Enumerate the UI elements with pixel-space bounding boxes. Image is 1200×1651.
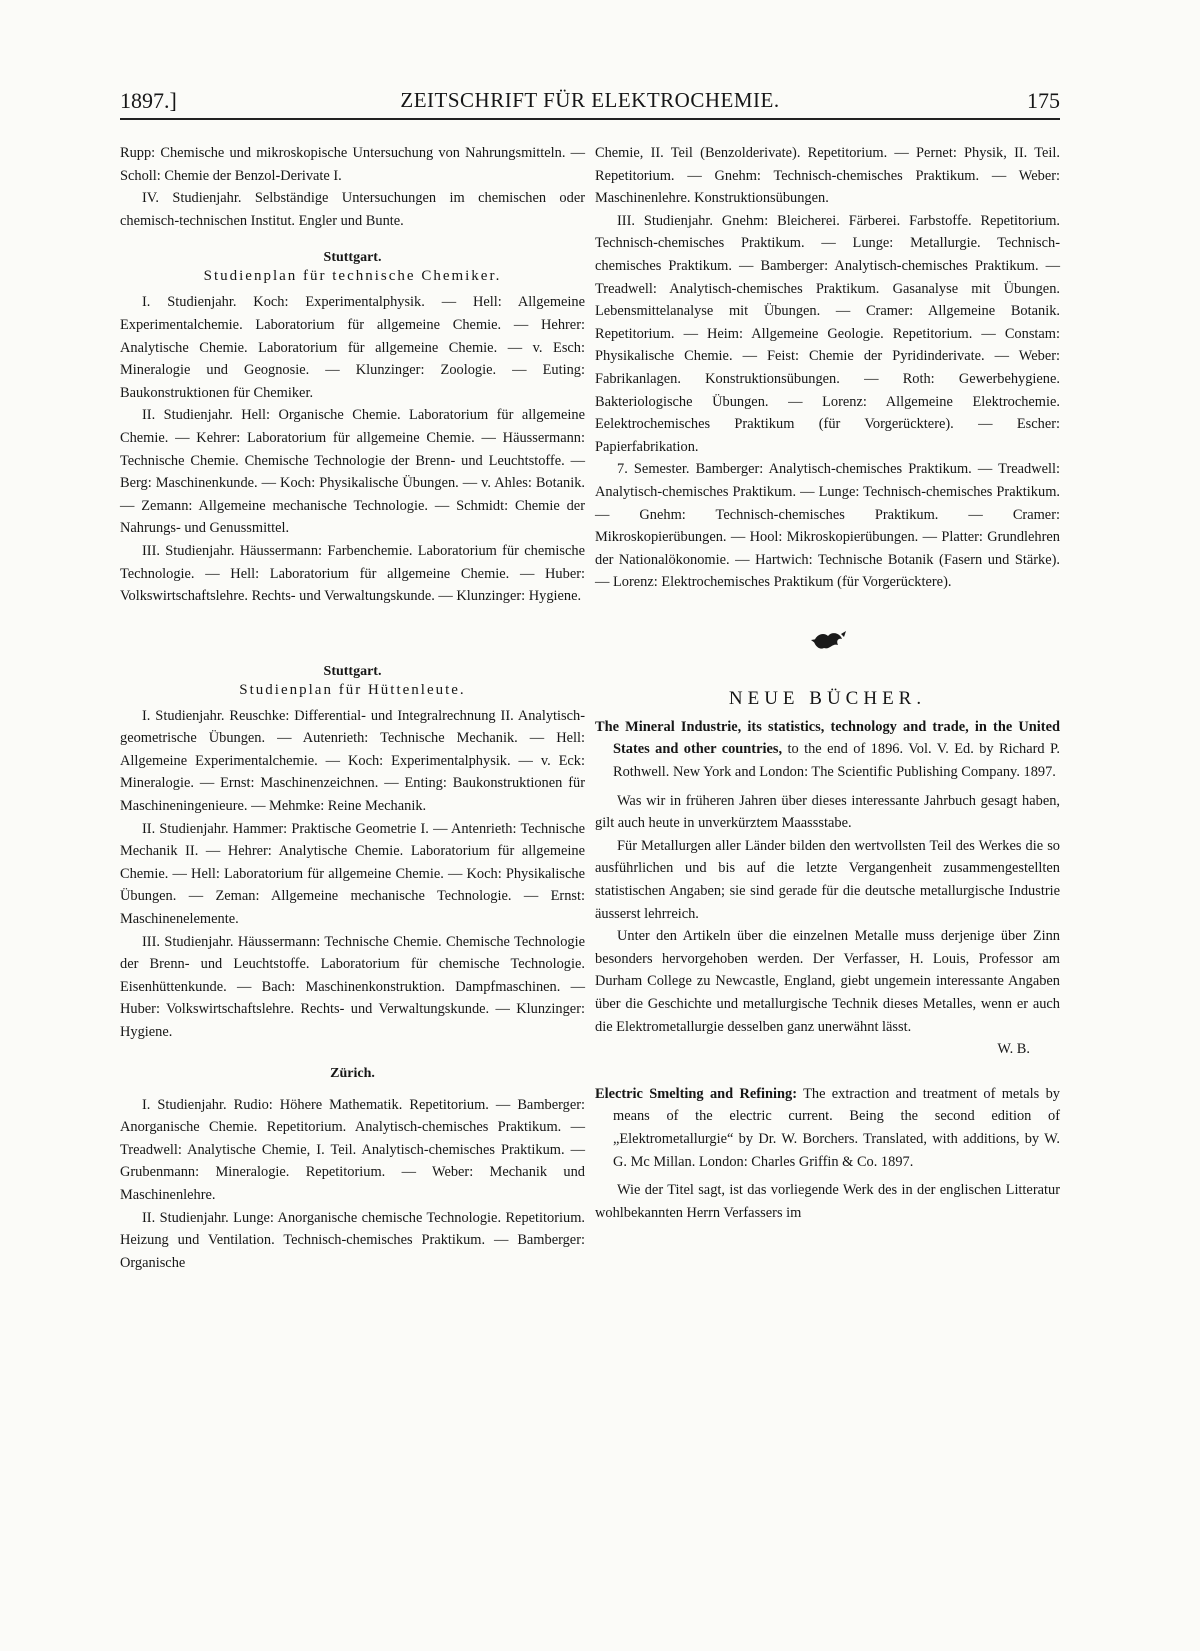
reviewer-signature: W. B. — [997, 1041, 1030, 1058]
spacer — [120, 1084, 585, 1094]
book-entry — [595, 716, 1060, 1061]
page-number: 175 — [1027, 88, 1060, 113]
section-subheading: Studienplan für technische Chemiker. — [203, 268, 502, 285]
paragraph: 7. Semester. Bamberger: Analytisch-chemisches Praktikum. — Treadwell: Analytisch-chemisches Praktikum. — Lunge: Technisch-chemisches Praktikum. — Gnehm: Technisch-chemisches Praktikum. — Cramer: Mikroskopierübungen. — Hool: Mikroskopierübungen. — Platter: Grundlehren der Nationalökonomie. — Hartwich: Technische Botanik (Fasern und Stärke). — Lorenz: Elektrochemisches Praktikum (für Vorgerücktere). — [595, 461, 1060, 591]
paragraph: Chemie, II. Teil (Benzolderivate). Repetitorium. — Pernet: Physik, II. Teil. Repetitorium. — Gnehm: Technisch-chemisches Praktikum. — Weber: Maschinenlehre. Konstruktionsübungen. — [595, 145, 1060, 207]
book-title: Electric Smelting and Refining: — [595, 1085, 798, 1102]
ornament-icon — [595, 628, 1060, 656]
book-details: The extraction and treatment of metals by means of the electric current. Being the second edition of „Elektrometallurgie“ by Dr. W. Borchers. Translated, with additions, by W. G. Mc Millan. London: Charles Griffin & Co. 1897. — [613, 1085, 1060, 1170]
section-heading-neue-buecher: NEUE BÜCHER. — [728, 687, 927, 709]
header-year: 1897.] — [120, 88, 177, 113]
book-details: to the end of 1896. Vol. V. Ed. by Richard P. Rothwell. New York and London: The Scientific Publishing Company. 1897. — [613, 741, 1061, 781]
paragraph: II. Studienjahr. Hell: Organische Chemie. Laboratorium für allgemeine Chemie. — Kehrer: Laboratorium für allgemeine Chemie. — Häussermann: Technische Chemie. Chemische Technologie der Brenn- und Leuchtstoffe. — Berg: Maschinenkunde. — Koch: Physikalische Übungen. — v. Ahles: Botanik. — Zemann: Allgemeine mechanische Technologie. — Schmidt: Chemie der Nahrungs- und Genussmittel. — [120, 407, 585, 537]
paragraph: I. Studienjahr. Koch: Experimentalphysik. — Hell: Allgemeine Experimentalchemie. Laboratorium für allgemeine Chemie. — Hehrer: Analytische Chemie. Laboratorium für allgemeine Chemie. — v. Esch: Mineralogie und Geognosie. — Klunzinger: Zoologie. — Euting: Baukonstruktionen für Chemiker. — [120, 294, 585, 401]
running-header — [120, 84, 1060, 120]
paragraph: IV. Studienjahr. Selbständige Untersuchungen im chemischen oder chemisch-technischen Institut. Engler und Bunte. — [120, 190, 585, 229]
right-column — [595, 142, 1060, 1224]
left-column — [120, 142, 585, 1274]
paragraph: Unter den Artikeln über die einzelnen Metalle muss derjenige über Zinn besonders hervorgehoben werden. Der Verfasser, H. Louis, Professor am Durham College zu Newcastle, England, giebt ungemein interessante Angaben über die Geschichte und metallurgische Technik dieses Metalles, wenn er auch die Elektrometallurgie desselben ganz unerwähnt lässt. — [595, 928, 1060, 1035]
book-entry — [595, 1083, 1060, 1225]
paragraph: II. Studienjahr. Lunge: Anorganische chemische Technologie. Repetitorium. Heizung und Ventilation. Technisch-chemisches Praktikum. — Bamberger: Organische — [120, 1209, 585, 1271]
paragraph: III. Studienjahr. Häussermann: Farbenchemie. Laboratorium für chemische Technologie. — Hell: Laboratorium für allgemeine Chemie. — Huber: Volkswirtschaftslehre. Rechts- und Verwaltungskunde. — Klunzinger: Hygiene. — [120, 542, 585, 605]
section-subheading: Studienplan für Hüttenleute. — [239, 681, 466, 698]
paragraph: Rupp: Chemische und mikroskopische Untersuchung von Nahrungsmitteln. — Scholl: Chemie der Benzol-Derivate I. — [120, 145, 585, 184]
book-citation — [595, 716, 1060, 784]
paragraph: III. Studienjahr. Häussermann: Technische Chemie. Chemische Technologie der Brenn- und Leuchtstoffe. Laboratorium für chemische Technologie. Eisenhüttenkunde. — Bach: Maschinenkonstruktion. Dampfmaschinen. — Huber: Volkswirtschaftslehre. Rechts- und Verwaltungskunde. — Klunzinger: Hygiene. — [120, 933, 585, 1040]
paragraph: Wie der Titel sagt, ist das vorliegende Werk des in der englischen Litteratur wohlbekannten Herrn Verfassers im — [595, 1182, 1060, 1221]
section-heading-zurich: Zürich. — [330, 1065, 375, 1081]
section-heading-stuttgart: Stuttgart. — [323, 250, 382, 266]
section-heading-stuttgart-2: Stuttgart. — [323, 663, 382, 679]
book-citation — [595, 1083, 1060, 1173]
paragraph: II. Studienjahr. Hammer: Praktische Geometrie I. — Antenrieth: Technische Mechanik II. — Hehrer: Analytische Chemie. Laboratorium für allgemeine Chemie. — Hell: Laboratorium für allgemeine Chemie. — Koch: Physikalische Übungen. — Zeman: Allgemeine mechanische Technologie. — Ernst: Maschinenelemente. — [120, 820, 585, 928]
paragraph: I. Studienjahr. Reuschke: Differential- und Integralrechnung II. Analytisch-geometrische Übungen. — Autenrieth: Technische Mechanik. — Hell: Allgemeine Experimentalchemie. — Koch: Experimentalphysik. — v. Eck: Mineralogie. — Ernst: Maschinenzeichnen. — Enting: Baukonstruktionen für Maschineningenieure. — Mehmke: Reine Mechanik. — [120, 707, 585, 815]
book-title: The Mineral Industrie, its statistics, technology and trade, in the United States and other countries, — [595, 718, 1060, 758]
paragraph: I. Studienjahr. Rudio: Höhere Mathematik. Repetitorium. — Bamberger: Anorganische Chemie. Repetitorium. Analytisch-chemisches Praktikum. — Treadwell: Analytische Chemie, I. Teil. Analytisch-chemisches Praktikum. — Grubenmann: Mineralogie. Repetitorium. — Weber: Mechanik und Maschinenlehre. — [120, 1096, 585, 1203]
paragraph: Was wir in früheren Jahren über dieses interessante Jahrbuch gesagt haben, gilt auch heute in unverkürztem Maassstabe. — [595, 792, 1060, 832]
paragraph: Für Metallurgen aller Länder bilden den wertvollsten Teil des Werkes die so ausführlichen und bis auf die letzte Vergangenheit zusammengestellten statistischen Angaben; sie sind gerade für die deutsche metallurgische Industrie äusserst lehrreich. — [595, 837, 1060, 922]
journal-title: ZEITSCHRIFT FÜR ELEKTROCHEMIE. — [400, 88, 780, 112]
paragraph: III. Studienjahr. Gnehm: Bleicherei. Färberei. Farbstoffe. Repetitorium. Technisch-chemisches Praktikum. — Lunge: Metallurgie. Technisch-chemisches Praktikum. — Bamberger: Analytisch-chemisches Praktikum. — Treadwell: Analytisch-chemisches Praktikum. Gasanalyse mit Übungen. Lebensmittelanalyse mit Übungen. — Cramer: Allgemeine Botanik. Repetitorium. — Heim: Allgemeine Geologie. Repetitorium. — Constam: Physikalische Chemie. — Feist: Chemie der Pyridinderivate. — Weber: Fabrikanlagen. Konstruktionsübungen. — Roth: Gewerbehygiene. Bakteriologische Übungen. — Lorenz: Allgemeine Elektrochemie. Eelektrochemisches Praktikum (für Vorgerücktere). — Escher: Papierfabrikation. — [595, 212, 1060, 455]
spacer — [120, 608, 585, 646]
